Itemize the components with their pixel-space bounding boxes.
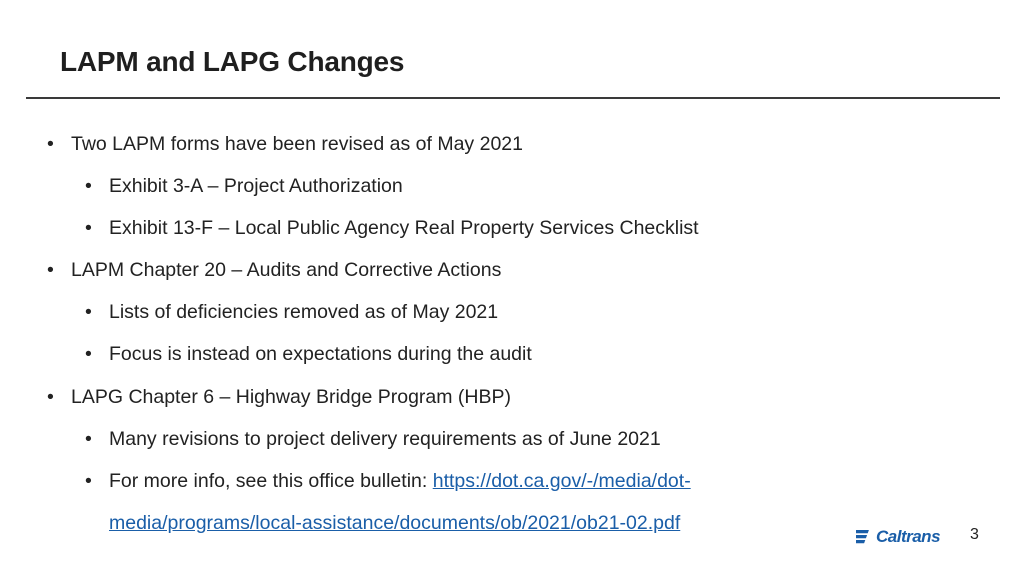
bullet-item (47, 131, 523, 157)
bullet-icon: • (85, 428, 92, 450)
bullet-text: LAPG Chapter 6 – Highway Bridge Program (HBP) (71, 386, 512, 408)
sub-bullet-item (85, 341, 532, 367)
caltrans-logo-icon (856, 527, 956, 545)
sub-bullet-item (85, 468, 691, 494)
bullet-icon: • (47, 386, 54, 408)
sub-bullet-item-continued (109, 510, 680, 536)
bulletin-link-continued[interactable]: media/programs/local-assistance/documents/ob/2021/ob21-02.pdf (109, 512, 681, 534)
bullet-text: Exhibit 3-A – Project Authorization (109, 175, 403, 197)
page-title: LAPM and LAPG Changes (60, 46, 405, 77)
bullet-icon: • (85, 470, 92, 492)
bullet-icon: • (85, 301, 92, 323)
bullet-text: LAPM Chapter 20 – Audits and Corrective Actions (71, 259, 502, 281)
bullet-item (47, 257, 502, 283)
bulletin-link[interactable]: https://dot.ca.gov/-/media/dot- (432, 470, 691, 492)
bullet-text: Focus is instead on expectations during the audit (109, 343, 532, 365)
bullet-icon: • (85, 175, 92, 197)
bullet-text: Two LAPM forms have been revised as of May 2021 (71, 133, 523, 155)
bullet-icon: • (47, 259, 54, 281)
page-number: 3 (970, 526, 979, 543)
bullet-icon: • (85, 217, 92, 239)
bullet-text: Exhibit 13-F – Local Public Agency Real Property Services Checklist (109, 217, 699, 239)
sub-bullet-item (85, 173, 403, 199)
bullet-text: Many revisions to project delivery requirements as of June 2021 (109, 428, 661, 450)
bullet-icon: • (85, 343, 92, 365)
sub-bullet-item (85, 299, 499, 325)
bullet-icon: • (47, 133, 54, 155)
bullet-item (47, 384, 512, 410)
sub-bullet-item (85, 215, 699, 241)
sub-bullet-item (85, 426, 661, 452)
bullet-text: For more info, see this office bulletin: (109, 470, 433, 492)
logo-text: Caltrans (876, 527, 941, 545)
bullet-text: Lists of deficiencies removed as of May 2021 (109, 301, 499, 323)
